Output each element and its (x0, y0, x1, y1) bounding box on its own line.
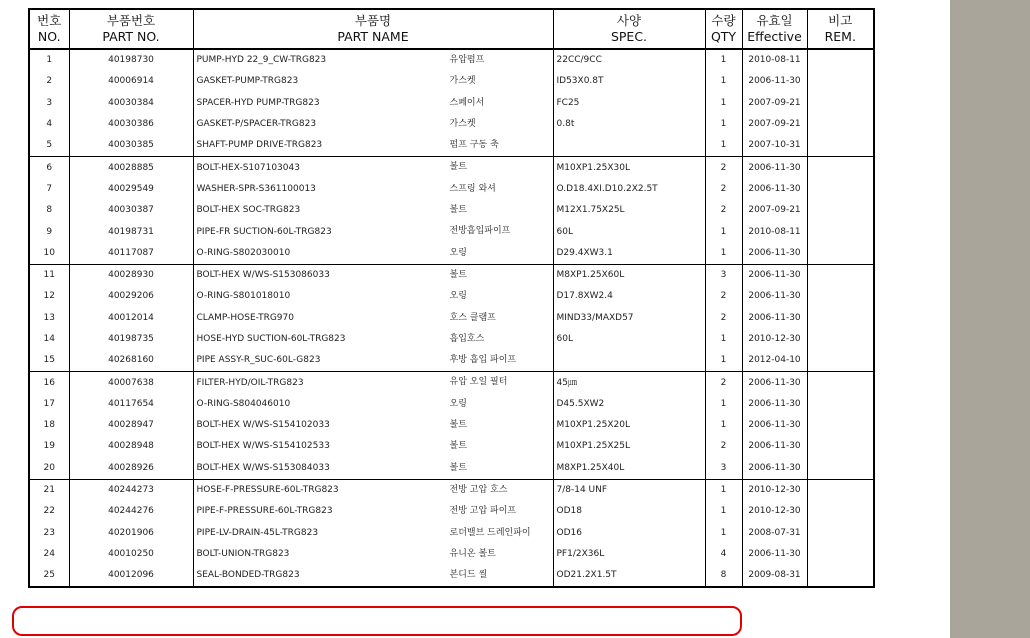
cell-no: 19 (29, 436, 69, 457)
cell-rem (807, 114, 874, 135)
cell-qty: 2 (705, 286, 742, 307)
part-name-ko: 호스 클램프 (449, 312, 496, 323)
part-name-ko: 전방 고압 파이프 (449, 506, 517, 517)
part-name-ko: 오링 (449, 398, 467, 409)
part-name-en: O-RING-S804046010 (196, 398, 291, 409)
cell-spec: OD21.2X1.5T (553, 565, 705, 587)
cell-rem (807, 372, 874, 394)
cell-rem (807, 458, 874, 480)
cell-spec: 60L (553, 329, 705, 350)
cell-effective: 2007-09-21 (742, 114, 807, 135)
cell-no: 9 (29, 221, 69, 242)
cell-effective: 2006-11-30 (742, 157, 807, 179)
cell-part-no: 40117654 (69, 394, 193, 415)
part-name-ko: 스페이서 (449, 97, 485, 108)
cell-effective: 2008-07-31 (742, 523, 807, 544)
part-name-en: BOLT-HEX W/WS-S154102533 (196, 441, 330, 452)
cell-part-name (193, 394, 553, 415)
cell-spec: M10XP1.25X25L (553, 436, 705, 457)
cell-qty: 1 (705, 135, 742, 157)
part-name-ko: 유니온 볼트 (449, 548, 496, 559)
cell-rem (807, 501, 874, 522)
cell-part-name (193, 135, 553, 157)
header-qty-en: QTY (710, 29, 737, 44)
header-rem (807, 9, 874, 49)
cell-part-name (193, 221, 553, 242)
cell-spec (553, 350, 705, 372)
header-part-no (69, 9, 193, 49)
part-name-en: WASHER-SPR-S361100013 (196, 183, 316, 194)
table-row (29, 394, 874, 415)
part-name-ko: 유압 오일 필터 (449, 377, 508, 388)
header-part-name-ko: 부품명 (354, 13, 392, 28)
cell-rem (807, 565, 874, 587)
table-header (29, 9, 874, 49)
table-row (29, 436, 874, 457)
part-name-ko: 오링 (449, 247, 467, 258)
cell-no: 15 (29, 350, 69, 372)
cell-no: 24 (29, 544, 69, 565)
cell-rem (807, 221, 874, 242)
cell-effective: 2006-11-30 (742, 458, 807, 480)
part-name-en: BOLT-HEX-S107103043 (196, 162, 300, 173)
part-name-ko: 본디드 씰 (449, 570, 488, 581)
cell-spec: O.D18.4XI.D10.2X2.5T (553, 179, 705, 200)
cell-effective: 2010-12-30 (742, 479, 807, 501)
part-name-en: BOLT-HEX W/WS-S154102033 (196, 420, 330, 431)
part-name-ko: 유압펌프 (449, 55, 485, 65)
table-row (29, 308, 874, 329)
table-row (29, 49, 874, 71)
table-row (29, 243, 874, 265)
cell-spec: D17.8XW2.4 (553, 286, 705, 307)
table-row (29, 350, 874, 372)
cell-spec: 7/8-14 UNF (553, 479, 705, 501)
cell-part-no: 40198730 (69, 49, 193, 71)
cell-part-no: 40010250 (69, 544, 193, 565)
header-no-ko: 번호 (37, 13, 62, 28)
cell-qty: 2 (705, 200, 742, 221)
part-name-en: GASKET-P/SPACER-TRG823 (196, 119, 317, 130)
cell-no: 16 (29, 372, 69, 394)
table-row (29, 114, 874, 135)
part-name-en: O-RING-S801018010 (196, 291, 291, 302)
cell-part-name (193, 329, 553, 350)
part-name-en: BOLT-HEX W/WS-S153086033 (196, 270, 330, 281)
cell-qty: 1 (705, 49, 742, 71)
part-name-en: GASKET-PUMP-TRG823 (196, 76, 299, 87)
table-body (29, 49, 874, 587)
cell-part-no: 40012096 (69, 565, 193, 587)
cell-part-name (193, 308, 553, 329)
part-name-en: PIPE ASSY-R_SUC-60L-G823 (196, 355, 321, 366)
cell-effective: 2007-10-31 (742, 135, 807, 157)
cell-qty: 2 (705, 157, 742, 179)
cell-part-name (193, 458, 553, 480)
cell-part-name (193, 179, 553, 200)
cell-part-no: 40006914 (69, 71, 193, 92)
table-row (29, 523, 874, 544)
part-name-ko: 가스켓 (449, 118, 476, 129)
cell-qty: 1 (705, 329, 742, 350)
part-name-ko: 가스켓 (449, 76, 476, 87)
cell-spec: D45.5XW2 (553, 394, 705, 415)
cell-qty: 1 (705, 479, 742, 501)
cell-no: 1 (29, 49, 69, 71)
header-no (29, 9, 69, 49)
cell-qty: 1 (705, 415, 742, 436)
cell-spec: 60L (553, 221, 705, 242)
cell-part-no: 40028885 (69, 157, 193, 179)
cell-part-name (193, 436, 553, 457)
cell-rem (807, 436, 874, 457)
part-name-en: SEAL-BONDED-TRG823 (196, 570, 300, 581)
cell-part-name (193, 523, 553, 544)
cell-part-no: 40029206 (69, 286, 193, 307)
cell-effective: 2006-11-30 (742, 415, 807, 436)
cell-part-no: 40198735 (69, 329, 193, 350)
header-spec (553, 9, 705, 49)
cell-part-no: 40244273 (69, 479, 193, 501)
table-row (29, 415, 874, 436)
cell-part-name (193, 479, 553, 501)
parts-table (28, 8, 875, 588)
part-name-ko: 볼트 (449, 420, 467, 431)
cell-part-no: 40030387 (69, 200, 193, 221)
cell-effective: 2007-09-21 (742, 200, 807, 221)
cell-qty: 1 (705, 523, 742, 544)
cell-no: 17 (29, 394, 69, 415)
cell-part-name (193, 114, 553, 135)
cell-part-no: 40029549 (69, 179, 193, 200)
cell-part-no: 40244276 (69, 501, 193, 522)
cell-spec: M8XP1.25X60L (553, 264, 705, 286)
table-row (29, 264, 874, 286)
cell-spec: M10XP1.25X30L (553, 157, 705, 179)
cell-effective: 2006-11-30 (742, 286, 807, 307)
table-row (29, 479, 874, 501)
cell-spec: M8XP1.25X40L (553, 458, 705, 480)
table-row (29, 135, 874, 157)
cell-qty: 1 (705, 350, 742, 372)
part-name-ko: 전방흡입파이프 (449, 226, 511, 237)
cell-part-no: 40030385 (69, 135, 193, 157)
part-name-ko: 후방 흡입 파이프 (449, 355, 517, 366)
cell-no: 20 (29, 458, 69, 480)
cell-part-name (193, 49, 553, 71)
cell-part-name (193, 415, 553, 436)
cell-spec: M12X1.75X25L (553, 200, 705, 221)
header-effective-en: Effective (747, 29, 802, 44)
cell-spec: 22CC/9CC (553, 49, 705, 71)
cell-part-no: 40198731 (69, 221, 193, 242)
header-no-en: NO. (37, 29, 61, 44)
cell-effective: 2006-11-30 (742, 394, 807, 415)
header-spec-en: SPEC. (610, 29, 648, 44)
header-qty-ko: 수량 (711, 13, 736, 28)
cell-part-name (193, 286, 553, 307)
cell-part-no: 40028948 (69, 436, 193, 457)
cell-spec (553, 135, 705, 157)
cell-qty: 1 (705, 221, 742, 242)
cell-rem (807, 329, 874, 350)
cell-part-no: 40028947 (69, 415, 193, 436)
cell-no: 18 (29, 415, 69, 436)
cell-qty: 2 (705, 308, 742, 329)
cell-qty: 3 (705, 458, 742, 480)
table-row (29, 157, 874, 179)
cell-rem (807, 544, 874, 565)
cell-rem (807, 157, 874, 179)
cell-spec: PF1/2X36L (553, 544, 705, 565)
table-row (29, 71, 874, 92)
cell-effective: 2006-11-30 (742, 544, 807, 565)
cell-rem (807, 93, 874, 114)
table-row (29, 544, 874, 565)
cell-part-no: 40201906 (69, 523, 193, 544)
cell-part-no: 40028926 (69, 458, 193, 480)
cell-spec: M10XP1.25X20L (553, 415, 705, 436)
cell-part-name (193, 243, 553, 265)
cell-effective: 2006-11-30 (742, 71, 807, 92)
cell-part-no: 40117087 (69, 243, 193, 265)
cell-qty: 1 (705, 93, 742, 114)
header-spec-ko: 사양 (616, 13, 642, 28)
cell-rem (807, 479, 874, 501)
cell-spec: ID53X0.8T (553, 71, 705, 92)
cell-no: 5 (29, 135, 69, 157)
part-name-en: BOLT-UNION-TRG823 (196, 548, 290, 559)
cell-qty: 1 (705, 114, 742, 135)
table-row (29, 221, 874, 242)
part-name-ko: 펌프 구동 축 (449, 140, 499, 151)
table-row (29, 372, 874, 394)
highlight-box (12, 606, 742, 636)
part-name-ko: 전방 고압 호스 (449, 484, 508, 495)
cell-effective: 2006-11-30 (742, 243, 807, 265)
cell-no: 6 (29, 157, 69, 179)
cell-no: 4 (29, 114, 69, 135)
cell-spec: 45㎛ (553, 372, 705, 394)
cell-part-no: 40028930 (69, 264, 193, 286)
cell-no: 2 (29, 71, 69, 92)
cell-effective: 2010-08-11 (742, 49, 807, 71)
part-name-ko: 볼트 (449, 162, 467, 173)
right-gray-panel (950, 0, 1030, 638)
cell-part-name (193, 157, 553, 179)
cell-rem (807, 308, 874, 329)
cell-effective: 2006-11-30 (742, 436, 807, 457)
cell-rem (807, 350, 874, 372)
cell-spec: OD18 (553, 501, 705, 522)
part-name-ko: 볼트 (449, 462, 467, 473)
cell-part-name (193, 71, 553, 92)
part-name-en: BOLT-HEX SOC-TRG823 (196, 205, 301, 216)
cell-part-name (193, 93, 553, 114)
header-part-no-ko: 부품번호 (106, 13, 156, 28)
cell-qty: 8 (705, 565, 742, 587)
cell-qty: 2 (705, 436, 742, 457)
cell-effective: 2006-11-30 (742, 308, 807, 329)
table-row (29, 179, 874, 200)
header-effective (742, 9, 807, 49)
cell-qty: 2 (705, 179, 742, 200)
cell-part-name (193, 565, 553, 587)
part-name-ko: 흡입호스 (449, 333, 485, 344)
table-row (29, 93, 874, 114)
cell-effective: 2010-12-30 (742, 501, 807, 522)
cell-spec: 0.8t (553, 114, 705, 135)
cell-no: 25 (29, 565, 69, 587)
part-name-ko: 스프링 와셔 (449, 183, 496, 194)
cell-rem (807, 71, 874, 92)
cell-rem (807, 415, 874, 436)
table-row (29, 458, 874, 480)
cell-qty: 1 (705, 394, 742, 415)
part-name-en: HOSE-HYD SUCTION-60L-TRG823 (196, 334, 346, 344)
cell-effective: 2010-12-30 (742, 329, 807, 350)
part-name-en: HOSE-F-PRESSURE-60L-TRG823 (196, 485, 339, 496)
cell-no: 8 (29, 200, 69, 221)
cell-no: 22 (29, 501, 69, 522)
cell-qty: 1 (705, 501, 742, 522)
header-effective-ko: 유효일 (756, 13, 793, 28)
part-name-ko: 로더밸브 드레인파이 (449, 527, 531, 538)
cell-rem (807, 394, 874, 415)
cell-part-name (193, 200, 553, 221)
cell-effective: 2006-11-30 (742, 179, 807, 200)
header-part-no-en: PART NO. (102, 29, 160, 44)
cell-effective: 2012-04-10 (742, 350, 807, 372)
cell-part-no: 40030386 (69, 114, 193, 135)
part-name-en: PUMP-HYD 22_9_CW-TRG823 (196, 55, 327, 66)
cell-part-name (193, 350, 553, 372)
cell-qty: 1 (705, 71, 742, 92)
table-row (29, 200, 874, 221)
cell-rem (807, 243, 874, 265)
cell-spec: OD16 (553, 523, 705, 544)
cell-spec: D29.4XW3.1 (553, 243, 705, 265)
cell-no: 13 (29, 308, 69, 329)
cell-spec: MIND33/MAXD57 (553, 308, 705, 329)
header-row (29, 9, 874, 49)
cell-effective: 2009-08-31 (742, 565, 807, 587)
cell-rem (807, 179, 874, 200)
part-name-ko: 볼트 (449, 205, 467, 216)
cell-effective: 2007-09-21 (742, 93, 807, 114)
part-name-en: O-RING-S802030010 (196, 247, 291, 258)
table-row (29, 329, 874, 350)
cell-no: 23 (29, 523, 69, 544)
table-row (29, 565, 874, 587)
part-name-ko: 오링 (449, 291, 467, 302)
cell-no: 7 (29, 179, 69, 200)
header-rem-en: REM. (824, 29, 856, 44)
cell-rem (807, 523, 874, 544)
cell-no: 11 (29, 264, 69, 286)
cell-part-no: 40268160 (69, 350, 193, 372)
cell-part-name (193, 544, 553, 565)
header-part-name (193, 9, 553, 49)
header-qty (705, 9, 742, 49)
cell-effective: 2006-11-30 (742, 372, 807, 394)
cell-no: 10 (29, 243, 69, 265)
cell-rem (807, 286, 874, 307)
cell-qty: 3 (705, 264, 742, 286)
cell-no: 21 (29, 479, 69, 501)
part-name-ko: 볼트 (449, 269, 467, 280)
cell-part-name (193, 501, 553, 522)
part-name-ko: 볼트 (449, 441, 467, 452)
header-rem-ko: 비고 (828, 13, 853, 28)
cell-part-no: 40007638 (69, 372, 193, 394)
part-name-en: PIPE-FR SUCTION-60L-TRG823 (196, 226, 332, 237)
part-name-en: PIPE-F-PRESSURE-60L-TRG823 (196, 506, 333, 517)
cell-rem (807, 264, 874, 286)
cell-qty: 1 (705, 243, 742, 265)
header-part-name-en: PART NAME (337, 29, 409, 44)
cell-part-name (193, 264, 553, 286)
cell-effective: 2006-11-30 (742, 264, 807, 286)
part-name-en: SPACER-HYD PUMP-TRG823 (196, 97, 320, 108)
cell-no: 3 (29, 93, 69, 114)
cell-rem (807, 135, 874, 157)
cell-rem (807, 49, 874, 71)
cell-part-no: 40012014 (69, 308, 193, 329)
table-row (29, 286, 874, 307)
cell-qty: 2 (705, 372, 742, 394)
cell-part-no: 40030384 (69, 93, 193, 114)
cell-spec: FC25 (553, 93, 705, 114)
cell-qty: 4 (705, 544, 742, 565)
cell-rem (807, 200, 874, 221)
part-name-en: BOLT-HEX W/WS-S153084033 (196, 462, 330, 473)
part-name-en: FILTER-HYD/OIL-TRG823 (196, 377, 304, 388)
cell-no: 14 (29, 329, 69, 350)
part-name-en: CLAMP-HOSE-TRG970 (196, 312, 294, 323)
table-row (29, 501, 874, 522)
cell-effective: 2010-08-11 (742, 221, 807, 242)
part-name-en: SHAFT-PUMP DRIVE-TRG823 (196, 140, 323, 151)
cell-part-name (193, 372, 553, 394)
cell-no: 12 (29, 286, 69, 307)
part-name-en: PIPE-LV-DRAIN-45L-TRG823 (196, 527, 319, 538)
